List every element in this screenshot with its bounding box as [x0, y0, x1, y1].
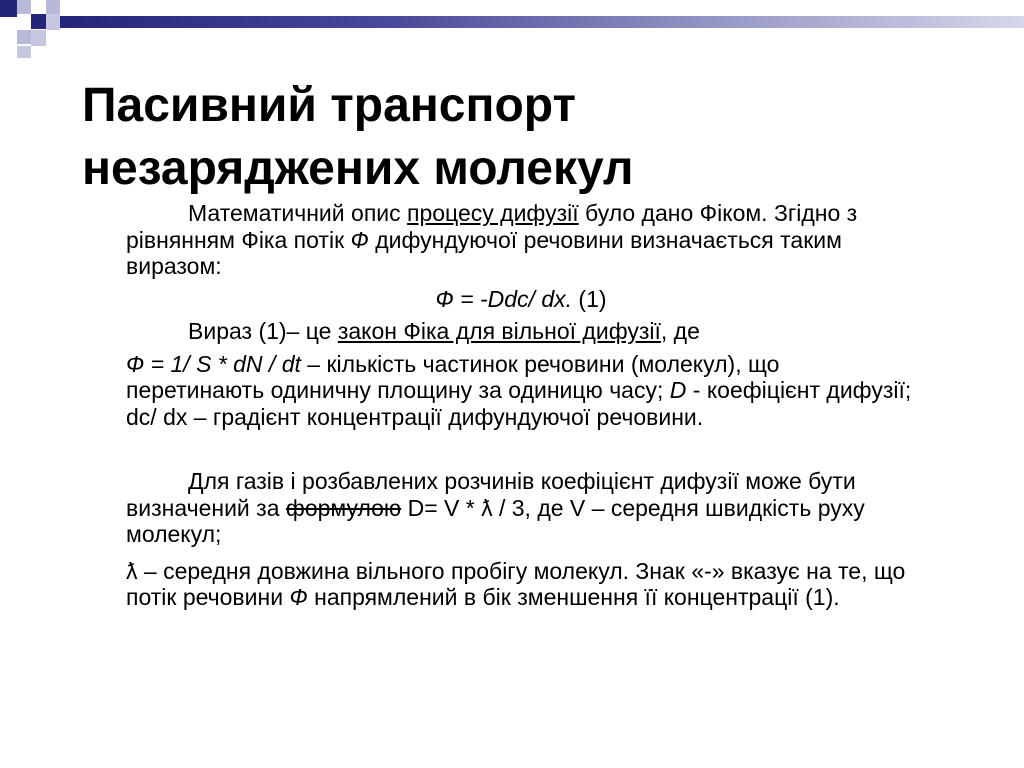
decor-square	[46, 14, 60, 30]
text: - коефіцієнт дифузії; dc/ dx – градієнт концентрації дифундуючої речовини.	[126, 377, 912, 430]
paragraph-mean-free-path	[126, 558, 916, 611]
formula-number: (1)	[572, 285, 607, 312]
paragraph-diffusion-description	[126, 200, 916, 280]
paragraph-fick-law	[126, 318, 916, 345]
text: Для газів і розбавлених розчинів коефіцієнт дифузії може бути визначений за	[126, 468, 856, 521]
fick-law-link[interactable]: закон Фіка для вільної дифузії	[337, 318, 661, 344]
slide-body	[126, 200, 916, 611]
flux-formula: Ф = 1/ S * dN / dt	[126, 350, 301, 377]
text: Вираз (1)– це	[188, 318, 338, 344]
fick-formula	[126, 286, 916, 313]
text: – кількість частинок речовини (молекул), що перетинають одиничну площину за одиницю часу;	[126, 350, 780, 403]
phi-symbol: Ф	[350, 226, 369, 253]
decor-square	[31, 14, 46, 29]
text: дифундуючої речовини визначається таким виразом:	[126, 226, 842, 279]
header-gradient-bar	[60, 16, 1024, 28]
struck-text: формулою	[285, 494, 402, 521]
text: D= V * ƛ / 3, де V – середня швидкість руху молекул;	[126, 494, 865, 547]
text: , де	[660, 318, 700, 344]
phi-symbol: Ф	[289, 584, 308, 610]
title-line-2: незаряджених молекул	[82, 142, 634, 195]
diffusion-process-link[interactable]: процесу дифузії	[407, 200, 579, 226]
formula-expression: Ф = -Ddc/ dx.	[435, 285, 573, 312]
paragraph-flux-definition	[126, 351, 916, 431]
title-line-1: Пасивний транспорт	[82, 79, 576, 132]
text: ƛ – середня довжина вільного пробігу молекул. Знак «-» вказує на те, що потік речовини	[126, 557, 906, 610]
text: напрямлений в бік зменшення її концентрації (1).	[307, 584, 840, 610]
decor-square	[17, 30, 31, 44]
slide-title	[82, 74, 982, 200]
text: Математичний опис	[188, 200, 408, 226]
text: було дано Фіком. Згідно з рівнянням Фіка потік	[126, 200, 858, 253]
decor-square	[31, 30, 46, 46]
decor-square	[0, 0, 17, 17]
decor-square	[17, 46, 31, 58]
decor-square	[46, 0, 60, 14]
decor-square	[17, 0, 31, 14]
d-symbol: D	[669, 377, 687, 403]
paragraph-gas-diffusion	[126, 468, 916, 548]
